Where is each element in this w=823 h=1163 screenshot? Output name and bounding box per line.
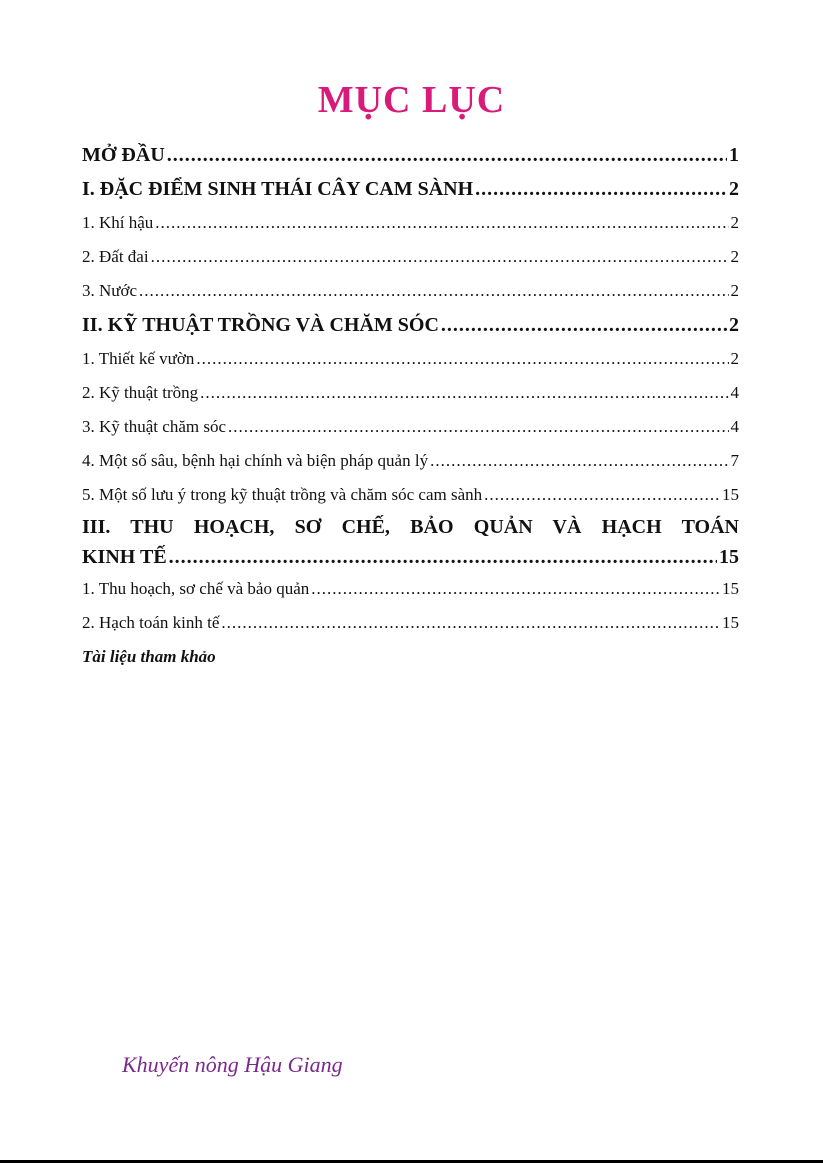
toc-entry-ky-thuat-cham-soc[interactable] — [82, 410, 739, 444]
page-title: MỤC LỤC — [317, 79, 506, 121]
toc-entry-dat-dai[interactable] — [82, 240, 739, 274]
dot-leader — [311, 572, 720, 606]
toc-entry-label: 2. Đất đai — [82, 247, 149, 266]
dot-leader — [169, 542, 717, 572]
toc-entry-label-cont: KINH TẾ — [82, 546, 167, 568]
toc-entry-page: 4 — [730, 383, 739, 402]
toc-entry-luu-y[interactable] — [82, 478, 739, 512]
toc-entry-label: 3. Nước — [82, 281, 138, 300]
dot-leader — [228, 410, 729, 444]
toc-entry-section-1[interactable] — [82, 172, 739, 206]
toc-entry-page: 2 — [729, 314, 739, 336]
toc-entry-ky-thuat-trong[interactable] — [82, 376, 739, 410]
toc-entry-section-3[interactable] — [82, 512, 739, 572]
toc-entry-label: 2. Kỹ thuật trồng — [82, 383, 199, 402]
toc-entry-continuation — [82, 542, 739, 572]
toc-entry-hach-toan[interactable] — [82, 606, 739, 640]
toc-entry-label: 2. Hạch toán kinh tế — [82, 613, 220, 632]
toc-entry-nuoc[interactable] — [82, 274, 739, 308]
toc-entry-label: 1. Khí hậu — [82, 213, 154, 232]
toc-entry-label: 1. Thiết kế vườn — [82, 349, 195, 368]
toc-entry-page: 2 — [730, 247, 739, 266]
dot-leader — [167, 138, 727, 172]
toc-entry-page: 2 — [729, 178, 739, 200]
toc-entry-page: 7 — [730, 451, 739, 470]
toc-entry-khi-hau[interactable] — [82, 206, 739, 240]
toc-entry-references[interactable]: Tài liệu tham khảo — [82, 647, 216, 666]
toc-entry-label: II. KỸ THUẬT TRỒNG VÀ CHĂM SÓC — [82, 314, 439, 336]
toc-entry-label: 4. Một số sâu, bệnh hại chính và biện pháp quản lý — [82, 451, 429, 470]
dot-leader — [441, 308, 727, 342]
toc-entry-label: 5. Một số lưu ý trong kỹ thuật trồng và chăm sóc cam sành — [82, 485, 483, 504]
toc-entry-page: 15 — [722, 613, 739, 632]
toc-entry-page: 2 — [730, 213, 739, 232]
dot-leader — [430, 444, 728, 478]
toc-entry-label: 3. Kỹ thuật chăm sóc — [82, 417, 226, 436]
toc-entry-thu-hoach[interactable] — [82, 572, 739, 606]
dot-leader — [151, 240, 729, 274]
toc-entry-sau-benh[interactable] — [82, 444, 739, 478]
table-of-contents — [82, 138, 739, 674]
toc-entry-page: 2 — [730, 281, 739, 300]
dot-leader — [196, 342, 728, 376]
toc-entry-page: 15 — [722, 485, 739, 504]
toc-entry-label: I. ĐẶC ĐIỂM SINH THÁI CÂY CAM SÀNH — [82, 178, 474, 200]
toc-entry-thiet-ke-vuon[interactable] — [82, 342, 739, 376]
toc-entry-label: 1. Thu hoạch, sơ chế và bảo quản — [82, 579, 310, 598]
dot-leader — [155, 206, 728, 240]
toc-entry-page: 1 — [729, 144, 739, 166]
toc-entry-label: III. THU HOẠCH, SƠ CHẾ, BẢO QUẢN VÀ HẠCH TOÁN — [82, 516, 739, 538]
footer-publisher: Khuyến nông Hậu Giang — [122, 1052, 343, 1077]
toc-entry-mo-dau[interactable] — [82, 138, 739, 172]
toc-entry-page: 4 — [730, 417, 739, 436]
toc-entry-page: 15 — [719, 546, 739, 568]
toc-entry-section-2[interactable] — [82, 308, 739, 342]
dot-leader — [139, 274, 728, 308]
dot-leader — [484, 478, 720, 512]
dot-leader — [475, 172, 727, 206]
dot-leader — [221, 606, 720, 640]
toc-entry-page: 2 — [730, 349, 739, 368]
toc-entry-label: MỞ ĐẦU — [82, 144, 165, 166]
dot-leader — [200, 376, 728, 410]
toc-entry-page: 15 — [722, 579, 739, 598]
